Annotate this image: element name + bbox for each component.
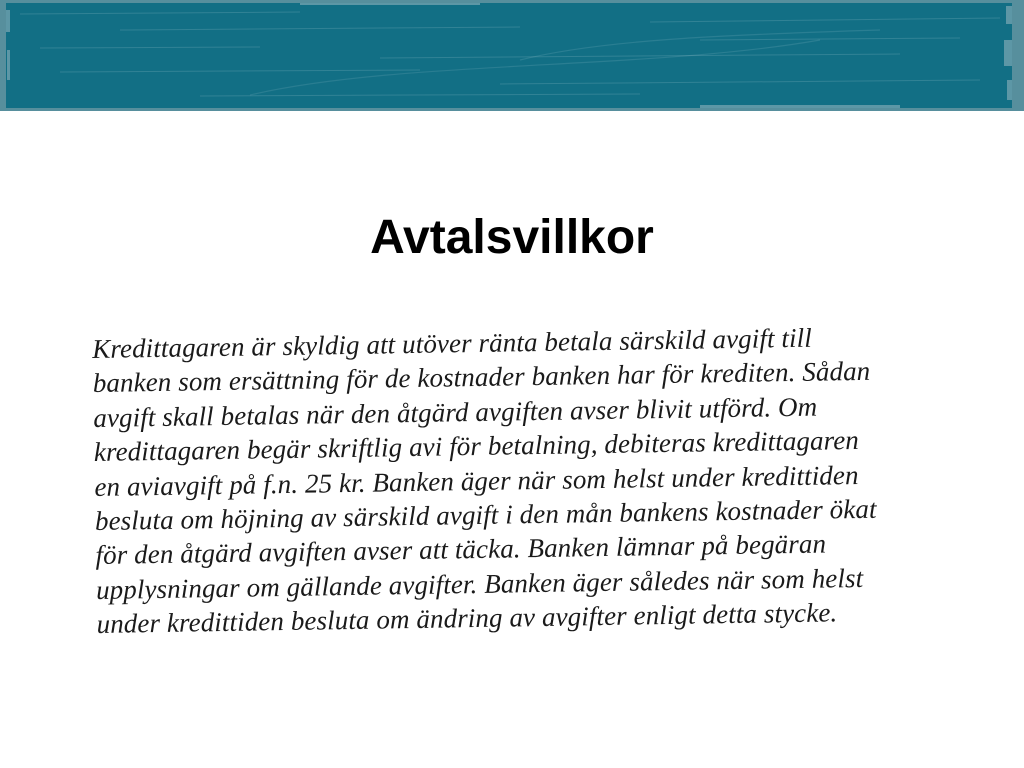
text-line: för den åtgärd avgiften avser att täcka. Banken lämnar på begäran [95,528,827,571]
text-line: besluta om höjning av särskild avgift i den mån bankens kostnader ökat [94,493,877,537]
banner-texture [0,0,1024,111]
text-line: under kredittiden besluta om ändring av avgifter enligt detta stycke. [96,597,838,640]
text-line: kredittagaren begär skriftlig avi för betalning, debiteras kredittagaren [93,425,860,468]
text-line: upplysningar om gällande avgifter. Banken äger således när som helst [95,562,864,605]
text-line: en aviavgift på f.n. 25 kr. Banken äger när som helst under kredittiden [94,459,859,502]
text-line: avgift skall betalas när den åtgärd avgiften avser blivit utförd. Om [93,391,818,433]
slide-title: Avtalsvillkor [370,211,654,264]
terms-text [92,318,967,641]
text-line: Kredittagaren är skyldig att utöver ränta betala särskild avgift till [92,322,813,364]
text-line: banken som ersättning för de kostnader banken har för krediten. Sådan [92,356,871,399]
header-banner [0,0,1024,111]
